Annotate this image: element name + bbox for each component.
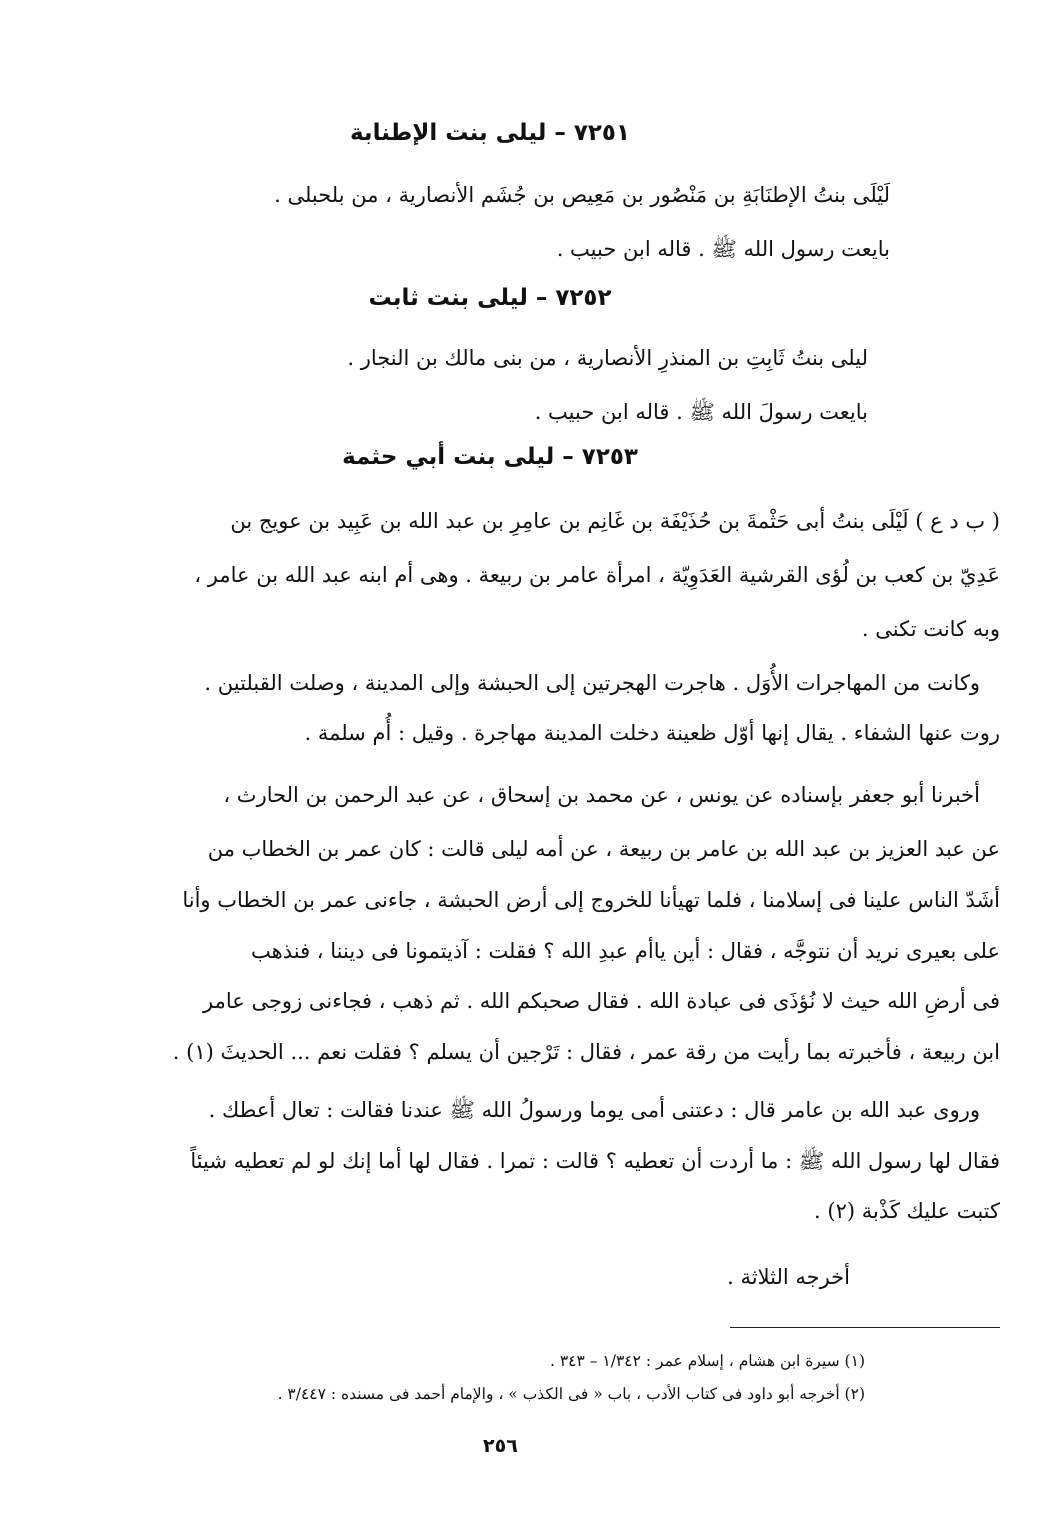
entry-7252-line-1: ليلى بنتُ ثَابِتِ بن المنذرِ الأنصارية ، من بنى مالك بن النجار . [347,346,868,370]
entry-7253-line-6: أخبرنا أبو جعفر بإسناده عن يونس ، عن محمد بن إسحاق ، عن عبد الرحمن بن الحارث ، [223,783,980,807]
entry-7253-line-13: فقال لها رسول الله ﷺ : ما أردت أن تعطيه ؟ قالت : تمرا . فقال لها أما إنك لو لم تعطيه شيئاً [190,1149,1000,1173]
entry-7251-line-1: لَيْلَى بنتُ الإطنَابَةِ بن مَنْصُور بن مَعِيص بن جُشَم الأنصارية ، من بلحبلى . [274,183,890,207]
entry-7253-line-11: ابن ربيعة ، فأخبرته بما رأيت من رقة عمر ، فقال : تَرْجين أن يسلم ؟ فقلت نعم ... الحديثَ (١) . [172,1040,1000,1064]
entry-7253-line-14: كتبت عليك كَذْبة (٢) . [814,1199,1000,1223]
entry-7253-line-3: وبه كانت تكنى . [861,617,1000,641]
footnote-2: (٢) أخرجه أبو داود فى كتاب الأدب ، باب « فى الكذب » ، والإمام أحمد فى مسنده : ٣/٤٤٧ . [277,1385,865,1403]
page-number: ٢٥٦ [483,1435,518,1457]
entry-7253-line-5: روت عنها الشفاء . يقال إنها أوّل ظعينة دخلت المدينة مهاجرة . وقيل : أُم سلمة . [304,721,1000,745]
entry-7253-line-12: وروى عبد الله بن عامر قال : دعتنى أمى يوما ورسولُ الله ﷺ عندنا فقالت : تعال أعطك . [208,1098,980,1122]
footnote-1: (١) سيرة ابن هشام ، إسلام عمر : ١/٣٤٢ – ٣٤٣ . [549,1352,865,1370]
entry-7253-line-15: أخرجه الثلاثة . [727,1265,850,1289]
footnote-separator [730,1327,1000,1328]
entry-7252-line-2: بايعت رسولَ الله ﷺ . قاله ابن حبيب . [534,400,868,424]
entry-7253-line-8: أشَدّ الناس علينا فى إسلامنا ، فلما تهيأنا للخروج إلى أرض الحبشة ، جاءنى عمر بن الخطاب وأنا [182,888,1000,912]
entry-heading-7251: ٧٢٥١ – ليلى بنت الإطنابة [349,120,631,146]
entry-7253-line-4: وكانت من المهاجرات الأُوَل . هاجرت الهجرتين إلى الحبشة وإلى المدينة ، وصلت القبلتين . [204,671,980,695]
entry-7253-line-9: على بعيرى نريد أن نتوجَّه ، فقال : أين ياأم عبدِ الله ؟ فقلت : آذيتمونا فى ديننا ، فنذهب [251,939,1000,963]
entry-heading-7253: ٧٢٥٣ – ليلى بنت أبي حثمة [342,444,638,470]
entry-7253-line-7: عن عبد العزيز بن عبد الله بن عامر بن ربيعة ، عن أمه ليلى قالت : كان عمر بن الخطاب من [207,837,1000,861]
entry-7253-line-10: فى أرضِ الله حيث لا نُؤذَى فى عبادة الله . فقال صحبكم الله . ثم ذهب ، فجاءنى زوجى عامر [203,989,1000,1013]
entry-7251-line-2: بايعت رسول الله ﷺ . قاله ابن حبيب . [556,237,890,261]
entry-heading-7252: ٧٢٥٢ – ليلى بنت ثابت [368,285,612,311]
entry-7253-line-1: ( ب د ع ) لَيْلَى بنتُ أبى حَثْمةَ بن حُذَيْفَة بن غَانِم بن عامِرِ بن عبد الله بن عَبِيد بن عويج بن [230,509,1000,533]
entry-7253-line-2: عَدِيّ بن كعب بن لُؤى القرشية العَدَوِيّة ، امرأة عامر بن ربيعة . وهى أم ابنه عبد الله بن عامر ، [194,563,1000,587]
